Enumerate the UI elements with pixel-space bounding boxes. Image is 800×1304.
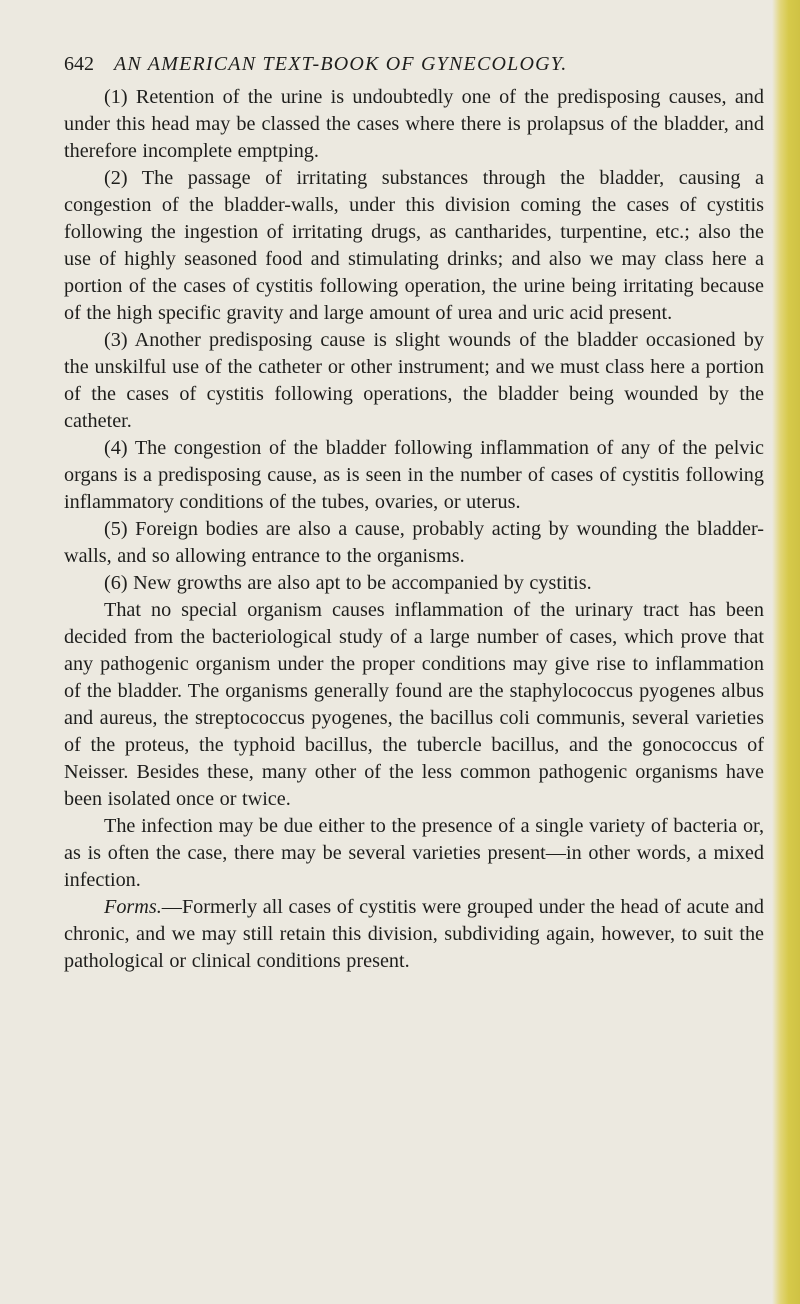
page-edge (772, 0, 800, 1304)
paragraph-3: (3) Another predisposing cause is slight wounds of the bladder occasioned by the unskilful use of the catheter or other instrument; and we must class here a portion of the cases of cystitis following operations, the bladder being wounded by the catheter. (64, 329, 764, 432)
forms-heading: Forms. (104, 896, 162, 918)
paragraph-2: (2) The passage of irritating substances through the bladder, causing a congestion of the bladder-walls, under this division coming the cases of cystitis following the ingestion of irritating drugs, as cantharides, turpentine, etc.; also the use of highly seasoned food and stimulating drinks; and also we may class here a portion of the cases of cystitis following operation, the urine being irritating because of the high specific gravity and large amount of urea and uric acid present. (64, 167, 764, 324)
running-title: AN AMERICAN TEXT-BOOK OF GYNECOLOGY. (114, 53, 568, 75)
page-number: 642 (64, 53, 94, 75)
paragraph-6: (6) New growths are also apt to be accompanied by cystitis. (104, 572, 592, 594)
book-page (64, 50, 764, 975)
paragraph-organisms: That no special organism causes inflammation of the urinary tract has been decided from the bacteriological study of a large number of cases, which prove that any pathogenic organism under the proper conditions may give rise to inflammation of the bladder. The organisms generally found are the staphylococcus pyogenes albus and aureus, the streptococcus pyogenes, the bacillus coli communis, several varieties of the proteus, the typhoid bacillus, the tubercle bacillus, and the gonococcus of Neisser. Besides these, many other of the less common pathogenic organisms have been isolated once or twice. (64, 599, 764, 810)
forms-text: —Formerly all cases of cystitis were grouped under the head of acute and chronic, and we may still retain this division, subdividing again, however, to suit the pathological or clinical conditions present. (64, 896, 764, 972)
paragraph-forms (64, 894, 764, 975)
running-head (64, 50, 764, 84)
paragraph-1: (1) Retention of the urine is undoubtedly one of the predisposing causes, and under this head may be classed the cases where there is prolapsus of the bladder, and therefore incomplete emptping. (64, 86, 764, 162)
paragraph-5: (5) Foreign bodies are also a cause, probably acting by wounding the bladder-walls, and so allowing entrance to the organisms. (64, 518, 764, 567)
paragraph-infection: The infection may be due either to the presence of a single variety of bacteria or, as is often the case, there may be several varieties present—in other words, a mixed infection. (64, 815, 764, 891)
paragraph-4: (4) The congestion of the bladder following inflammation of any of the pelvic organs is a predisposing cause, as is seen in the number of cases of cystitis following inflammatory conditions of the tubes, ovaries, or uterus. (64, 437, 764, 513)
